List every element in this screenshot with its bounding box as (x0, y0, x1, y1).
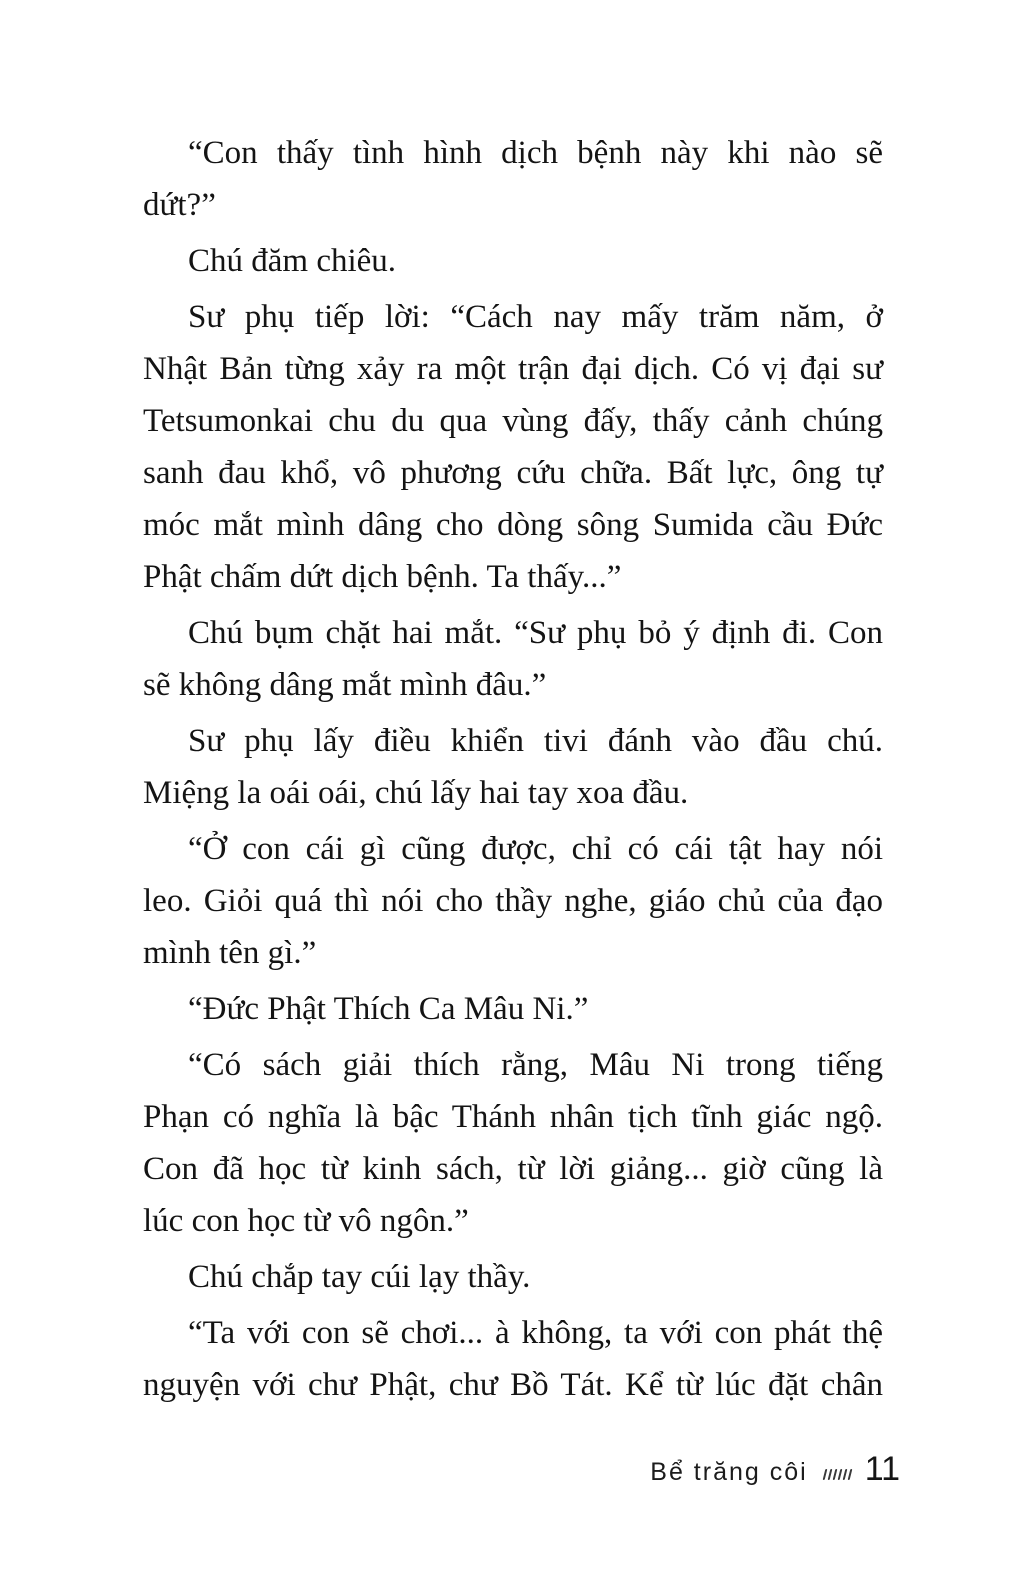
paragraph (143, 983, 883, 1035)
text-line: Nhật Bản từng xảy ra một trận đại dịch. Có vị đại sư (143, 351, 883, 387)
text-line: “Ta với con sẽ chơi... à không, ta với con phát thệ (188, 1315, 883, 1351)
text-line: mình tên gì.” (143, 935, 317, 971)
paragraph (143, 715, 883, 819)
text-line: lúc con học từ vô ngôn.” (143, 1203, 469, 1239)
text-line: Chú chắp tay cúi lạy thầy. (188, 1259, 531, 1295)
paragraph (143, 235, 883, 287)
paragraphs (143, 127, 883, 1411)
book-title: Bể trăng côi (650, 1458, 808, 1486)
paragraph (143, 1039, 883, 1247)
paragraph (143, 1307, 883, 1411)
text-line: Chú đăm chiêu. (188, 243, 397, 279)
text-line: Tetsumonkai chu du qua vùng đấy, thấy cảnh chúng (143, 403, 883, 439)
text-line: sẽ không dâng mắt mình đâu.” (143, 667, 547, 703)
paragraph (143, 1251, 883, 1303)
paragraph (143, 607, 883, 711)
text-line: Phạn có nghĩa là bậc Thánh nhân tịch tĩnh giác ngộ. (143, 1099, 883, 1135)
text-line: “Ở con cái gì cũng được, chỉ có cái tật hay nói (188, 831, 883, 867)
text-line: dứt?” (143, 187, 216, 223)
text-line: “Có sách giải thích rằng, Mâu Ni trong tiếng (188, 1047, 883, 1083)
text-line: “Đức Phật Thích Ca Mâu Ni.” (188, 991, 589, 1027)
paragraph (143, 823, 883, 979)
page-footer (650, 1450, 900, 1489)
page-number: 11 (864, 1450, 900, 1488)
footer-ornament-icon (824, 1468, 851, 1480)
text-line: Sư phụ lấy điều khiển tivi đánh vào đầu chú. (188, 723, 883, 759)
page-body (143, 127, 883, 1411)
text-line: Sư phụ tiếp lời: “Cách nay mấy trăm năm, ở (188, 299, 883, 335)
text-line: móc mắt mình dâng cho dòng sông Sumida cầu Đức (143, 507, 883, 543)
text-line: Chú bụm chặt hai mắt. “Sư phụ bỏ ý định đi. Con (188, 615, 883, 651)
text-line: sanh đau khổ, vô phương cứu chữa. Bất lực, ông tự (143, 455, 883, 491)
text-line: Con đã học từ kinh sách, từ lời giảng... giờ cũng là (143, 1151, 883, 1187)
text-line: Miệng la oái oái, chú lấy hai tay xoa đầu. (143, 775, 689, 811)
text-line: “Con thấy tình hình dịch bệnh này khi nào sẽ (188, 135, 883, 171)
paragraph (143, 127, 883, 231)
text-line: leo. Giỏi quá thì nói cho thầy nghe, giáo chủ của đạo (143, 883, 883, 919)
text-line: Phật chấm dứt dịch bệnh. Ta thấy...” (143, 559, 622, 595)
paragraph (143, 291, 883, 603)
text-line: nguyện với chư Phật, chư Bồ Tát. Kể từ lúc đặt chân (143, 1367, 883, 1403)
